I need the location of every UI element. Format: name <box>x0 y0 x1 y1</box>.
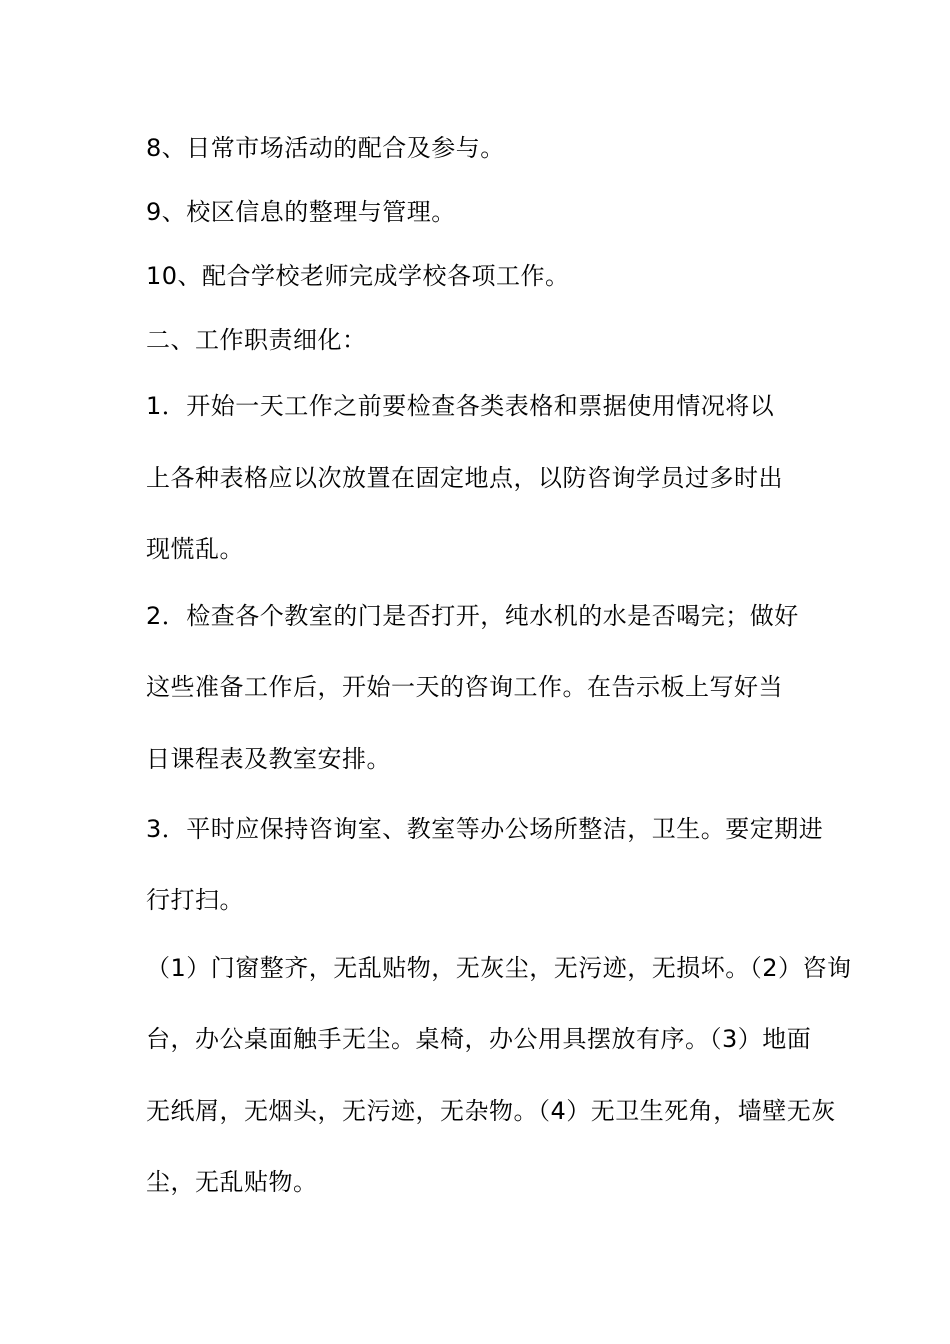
list-item-8: 8、日常市场活动的配合及参与。 <box>146 134 505 162</box>
section-heading: 二、工作职责细化： <box>146 326 367 354</box>
paragraph-line: 台，办公桌面触手无尘。桌椅，办公用具摆放有序。（3）地面 <box>146 1025 812 1053</box>
paragraph-line: 2．检查各个教室的门是否打开，纯水机的水是否喝完；做好 <box>146 602 799 630</box>
paragraph-line: 上各种表格应以次放置在固定地点，以防咨询学员过多时出 <box>146 464 783 492</box>
paragraph-line: 这些准备工作后，开始一天的咨询工作。在告示板上写好当 <box>146 673 783 701</box>
paragraph-line: 尘，无乱贴物。 <box>146 1168 318 1196</box>
paragraph-line: 无纸屑，无烟头，无污迹，无杂物。（4）无卫生死角，墙壁无灰 <box>146 1097 836 1125</box>
paragraph-line: 1．开始一天工作之前要检查各类表格和票据使用情况将以 <box>146 392 775 420</box>
paragraph-line: 3．平时应保持咨询室、教室等办公场所整洁，卫生。要定期进 <box>146 815 824 843</box>
list-item-10: 10、配合学校老师完成学校各项工作。 <box>146 262 570 290</box>
paragraph-line: 现慌乱。 <box>146 535 244 563</box>
list-item-9: 9、校区信息的整理与管理。 <box>146 198 456 226</box>
paragraph-line: 行打扫。 <box>146 886 244 914</box>
paragraph-line: 日课程表及教室安排。 <box>146 745 391 773</box>
paragraph-line: （1）门窗整齐，无乱贴物，无灰尘，无污迹，无损坏。（2）咨询 <box>146 954 852 982</box>
